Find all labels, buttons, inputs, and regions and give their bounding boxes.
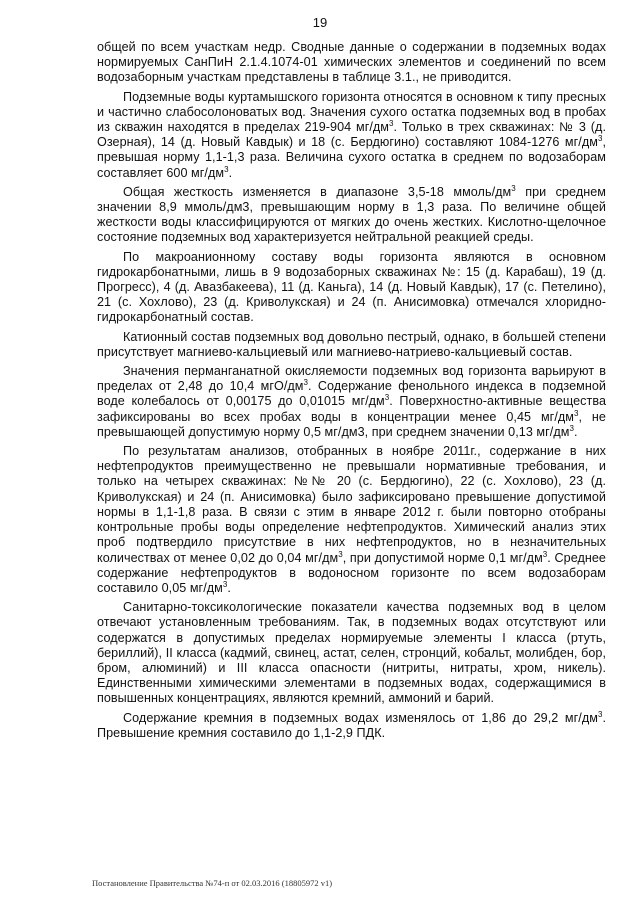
paragraph-text: . [573,424,578,439]
paragraph-text: . [227,580,231,595]
superscript: 3 [573,408,579,418]
superscript: 3 [542,549,548,559]
paragraph-text: По результатам анализов, отобранных в ноябре 2011г., содержание в них нефтепродуктов преимущественно не превышали нормативные требования, и только на четырех скважинах: №№ 20 (с. Бердюгино), 22 (с. Хохлово), 23 (д. Криволукская) и 24 (п. Анисимовка) было зафиксировано превышение допустимой нормы в 1,1-1,8 раза. В связи с этим в январе 2012 г. были повторно отобраны контрольные пробы воды определение нефтепродуктов. Химический анализ этих проб подтвердило присутствие в них нефтепродуктов, но в незначительных количествах от менее 0,02 до 0,04 мг/дм [97,444,606,565]
paragraph-text: . [228,165,233,180]
superscript: 3 [569,423,574,433]
page-number: 19 [312,15,328,30]
paragraph-text: общей по всем участкам недр. Сводные данные о содержании в подземных водах нормируемых СанПиН 2.1.4.1074-01 химических элементов и соединений по всем водозаборным участкам представлены в таблице 3.1., не приводится. [97,40,606,85]
paragraph [97,330,606,360]
paragraph-text: . Поверхностно-активные вещества зафиксированы во всех пробах воды в концентрации менее 0,45 мг/дм [97,394,606,424]
paragraph-text: По макроанионному составу воды горизонта являются в основном гидрокарбонатными, лишь в 9 водозаборных скважинах №: 15 (д. Карабаш), 19 (д. Прогресс), 4 (д. Авазбакеева), 11 (д. Каньга), 14 (д. Новый Кавдык), 17 (с. Петелино), 21 (с. Хохлово), 23 (д. Криволукская) и 24 (п. Анисимовка) отмечался хлоридно-гидрокарбонатный состав. [97,249,606,325]
paragraph [97,40,606,86]
paragraph [97,364,606,440]
paragraph-text: Значения перманганатной окисляемости подземных вод горизонта варьируют в пределах от 2,48 до 10,4 мгО/дм [97,364,606,394]
paragraph [97,185,606,246]
document-body [97,40,606,745]
superscript: 3 [222,579,228,589]
page-footer: Постановление Правительства №74-п от 02.03.2016 (18805972 v1) [92,878,333,888]
superscript: 3 [389,119,394,129]
paragraph-text: . Среднее содержание нефтепродуктов в водоносном горизонте по всем водозаборам составило 0,05 мг/дм [97,550,606,595]
paragraph [97,711,606,741]
paragraph-text: . Содержание фенольного индекса в подземной воде колебалось от 0,00175 до 0,01015 мг/дм [97,379,606,409]
paragraph-text: Катионный состав подземных вод довольно пестрый, однако, в большей степени присутствует магниево-кальциевый или магниево-натриево-кальциевый состав. [97,329,606,359]
paragraph-text: , не превышающей допустимую норму 0,5 мг/дм3, при среднем значении 0,13 мг/дм [97,409,606,439]
superscript: 3 [338,549,343,559]
paragraph-text: , при допустимой норме 0,1 мг/дм [342,550,543,565]
superscript: 3 [597,709,603,719]
paragraph-text: Содержание кремния в подземных водах изменялось от 1,86 до 29,2 мг/дм [123,710,598,725]
paragraph-text: при среднем значении 8,9 ммоль/дм3, превышающим норму в 1,3 раза. По величине общей жесткости воды классифицируются от мягких до очень жестких. Кислотно-щелочное состояние подземных вод характеризуется нейтральной реакцией среды. [97,184,607,245]
superscript: 3 [384,393,390,403]
paragraph-text: Подземные воды куртамышского горизонта относятся в основном к типу пресных и частично слабосолоноватых вод. Значения сухого остатка подземных вод в пробах из скважин находятся в пределах 219-904 мг/дм [97,89,606,135]
paragraph [97,600,606,706]
superscript: 3 [511,183,516,193]
paragraph-text: . Только в трех скважинах: № 3 (д. Озерная), 14 (д. Новый Кавдык) и 18 (с. Бердюгино) составляют 1084-1276 мг/дм [97,120,606,150]
paragraph [97,444,606,596]
paragraph-text: Общая жесткость изменяется в диапазоне 3,5-18 ммоль/дм [123,184,512,199]
paragraph-text: , превышая норму 1,1-1,3 раза. Величина сухого остатка в среднем по водозаборам составляет 600 мг/дм [97,135,606,180]
paragraph-text: Санитарно-токсикологические показатели качества подземных вод в целом отвечают установленным требованиям. Так, в подземных водах отсутствуют или содержатся в допустимых пределах нормируемые элементы I класса (ртуть, бериллий), II класса (кадмий, свинец, астат, селен, стронций, кобальт, молибден, бор, бром, алюминий) и III класса опасности (нитриты, нитраты, хром, никель). Единственными химическими элементами в подземных водах, содержащимися в повышенных концентрациях, являются кремний, аммоний и барий. [97,600,606,706]
superscript: 3 [224,164,229,174]
superscript: 3 [597,134,603,144]
paragraph [97,250,606,326]
paragraph [97,90,606,181]
superscript: 3 [303,378,308,388]
paragraph-text: . Превышение кремния составило до 1,1-2,9 ПДК. [97,710,606,740]
